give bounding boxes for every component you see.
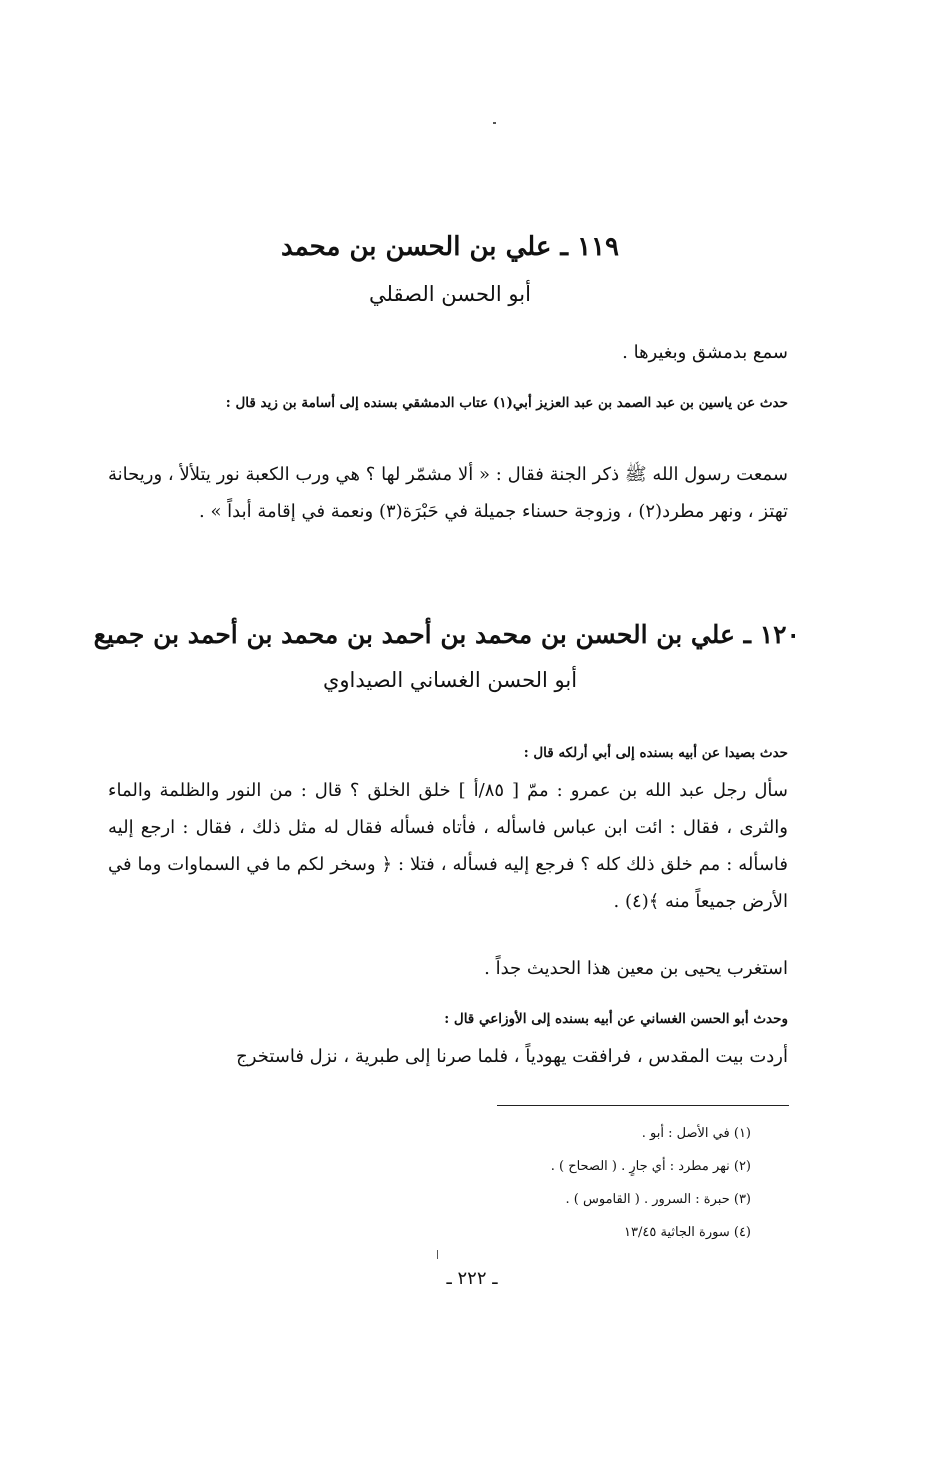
entry-119-intro: سمع بدمشق وبغيرها .: [622, 342, 788, 363]
stray-mark-bottom: [437, 1250, 438, 1259]
entry-120-isnad-1: حدث بصيدا عن أبيه بسنده إلى أبي أرلكه قال :: [523, 745, 788, 761]
footnote-2: (٢) نهر مطرد : أي جارٍ . ( الصحاح ) .: [550, 1159, 751, 1174]
stray-mark: [493, 122, 496, 124]
entry-120-subtitle: أبو الحسن الغساني الصيداوي: [322, 668, 578, 692]
footnote-1: (١) في الأصل : أبو .: [641, 1126, 751, 1141]
footnote-4: (٤) سورة الجاثية ١٣/٤٥: [624, 1225, 751, 1240]
entry-119-hadith: سمعت رسول الله ﷺ ذكر الجنة فقال : « ألا مشمّر لها ؟ هي ورب الكعبة نور يتلألأ ، وريحانة تهتز ، ونهر مطرد(٢) ، وزوجة حسناء جميلة في حَبْرَة(٣) ونعمة في إقامة أبداً » .: [108, 464, 788, 522]
entry-119-title: ١١٩ ـ علي بن الحسن بن محمد: [281, 232, 619, 262]
entry-119-subtitle: أبو الحسن الصقلي: [369, 282, 531, 306]
entry-120-hadith-2: أردت بيت المقدس ، فرافقت يهودياً ، فلما صرنا إلى طبرية ، نزل فاستخرج: [236, 1046, 788, 1067]
entry-120-title: ١٢٠ ـ علي بن الحسن بن محمد بن أحمد بن محمد بن أحمد بن جميع: [93, 620, 800, 649]
entry-120-comment: استغرب يحيى بن معين هذا الحديث جداً .: [484, 958, 788, 979]
footnote-separator: [497, 1105, 789, 1106]
entry-120-hadith-1: سأل رجل عبد الله بن عمرو : ممّ [ ٨٥/أ ] خلق الخلق ؟ قال : من النور والظلمة والماء والثرى ، فقال : ائت ابن عباس فاسأله ، فأتاه فسأله فقال له مثل ذلك ، فقال : ارجع إليه فاسأله : مم خلق ذلك كله ؟ فرجع إليه فسأله ، فتلا : ﴿ وسخر لكم ما في السماوات وما في الأرض جميعاً منه ﴾(٤) .: [108, 780, 788, 912]
page-number: ـ ٢٢٢ ـ: [446, 1268, 498, 1289]
entry-120-isnad-2: وحدث أبو الحسن الغساني عن أبيه بسنده إلى الأوزاعي قال :: [444, 1011, 788, 1027]
entry-119-isnad: حدث عن ياسين بن عبد الصمد بن عبد العزيز أبي(١) عتاب الدمشقي بسنده إلى أسامة بن زيد قال :: [225, 395, 788, 411]
footnote-3: (٣) حبرة : السرور . ( القاموس ) .: [565, 1192, 751, 1207]
